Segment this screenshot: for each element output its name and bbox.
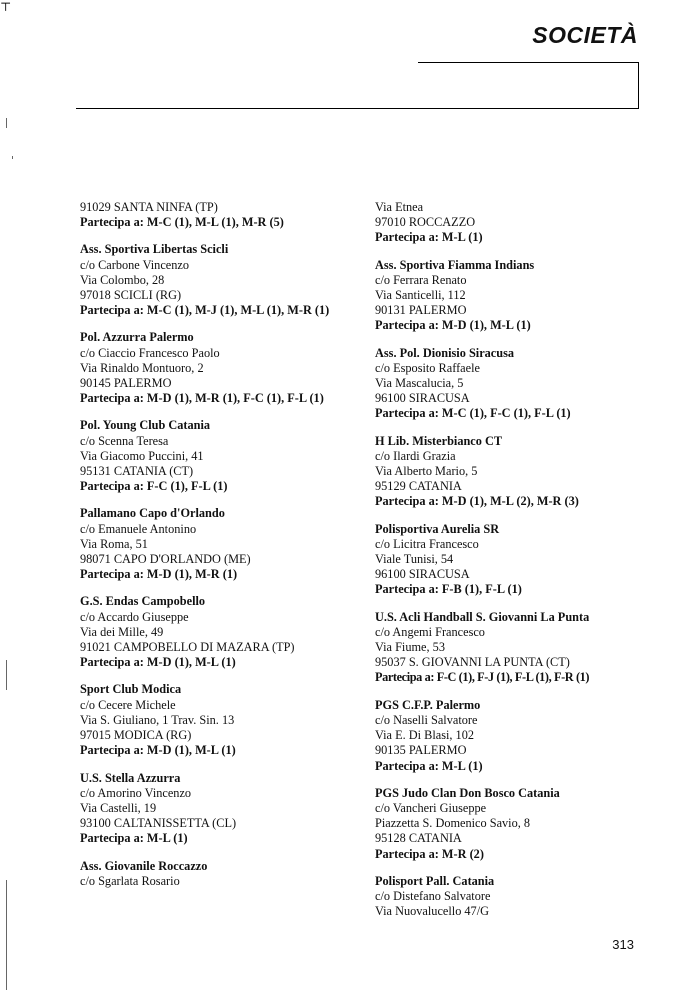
contact-line: c/o Amorino Vincenzo bbox=[80, 785, 192, 800]
entry-sport-club-modica bbox=[80, 682, 370, 758]
header-rule-short bbox=[418, 62, 639, 63]
city-line: 97015 MODICA (RG) bbox=[80, 728, 192, 743]
entry-misterbianco bbox=[375, 434, 665, 510]
address-line: 91029 SANTA NINFA (TP) bbox=[80, 200, 218, 214]
contact-line: c/o Carbone Vincenzo bbox=[80, 257, 189, 272]
participation-line: Partecipa a: M-L (1) bbox=[375, 230, 483, 245]
street-line: Via dei Mille, 49 bbox=[80, 624, 164, 639]
contact-line: c/o Sgarlata Rosario bbox=[80, 873, 180, 888]
club-name: U.S. Stella Azzurra bbox=[80, 770, 181, 785]
street-line: Via S. Giuliano, 1 Trav. Sin. 13 bbox=[80, 712, 235, 727]
city-line: 97018 SCICLI (RG) bbox=[80, 288, 182, 303]
city-line: 90145 PALERMO bbox=[80, 376, 172, 391]
city-line: 91021 CAMPOBELLO DI MAZARA (TP) bbox=[80, 640, 295, 655]
club-name: Polisportiva Aurelia SR bbox=[375, 521, 500, 536]
entry-acli-handball bbox=[375, 610, 665, 686]
participation-line: Partecipa a: M-C (1), M-J (1), M-L (1), M-R (1) bbox=[80, 303, 330, 318]
entry-fiamma-indians bbox=[375, 258, 665, 334]
city-line: 95129 CATANIA bbox=[375, 479, 462, 494]
street-line: Via Nuovalucello 47/G bbox=[375, 904, 490, 919]
participation-line: Partecipa a: F-C (1), F-J (1), F-L (1), F-R (1) bbox=[375, 670, 590, 685]
contact-line: c/o Accardo Giuseppe bbox=[80, 609, 189, 624]
street-line: Via Roma, 51 bbox=[80, 536, 148, 551]
contact-line: c/o Licitra Francesco bbox=[375, 536, 479, 551]
contact-line: c/o Ciaccio Francesco Paolo bbox=[80, 345, 220, 360]
club-name: Pol. Azzurra Palermo bbox=[80, 330, 194, 345]
participation-line: Partecipa a: M-R (2) bbox=[375, 846, 484, 861]
contact-line: c/o Vancheri Giuseppe bbox=[375, 800, 487, 815]
city-line: 90131 PALERMO bbox=[375, 303, 467, 318]
city-line: 93100 CALTANISSETTA (CL) bbox=[80, 816, 237, 831]
contact-line: c/o Naselli Salvatore bbox=[375, 712, 478, 727]
club-name: Ass. Sportiva Fiamma Indians bbox=[375, 257, 535, 272]
right-column bbox=[375, 200, 665, 931]
street-line: Via Colombo, 28 bbox=[80, 272, 165, 287]
city-line: 98071 CAPO D'ORLANDO (ME) bbox=[80, 552, 251, 567]
contact-line: c/o Esposito Raffaele bbox=[375, 360, 480, 375]
contact-line: c/o Cecere Michele bbox=[80, 697, 176, 712]
club-name: Sport Club Modica bbox=[80, 682, 182, 697]
margin-tick-left-2 bbox=[12, 156, 13, 159]
street-line: Via Etnea bbox=[375, 200, 424, 214]
contact-line: c/o Ilardi Grazia bbox=[375, 448, 456, 463]
left-column bbox=[80, 200, 370, 901]
street-line: Via Santicelli, 112 bbox=[375, 288, 466, 303]
city-line: 95128 CATANIA bbox=[375, 831, 462, 846]
margin-tick-left-1 bbox=[6, 118, 7, 128]
club-name: H Lib. Misterbianco CT bbox=[375, 433, 503, 448]
participation-line: Partecipa a: M-C (1), M-L (1), M-R (5) bbox=[80, 215, 284, 230]
club-name: Pallamano Capo d'Orlando bbox=[80, 506, 225, 521]
club-name: PGS C.F.P. Palermo bbox=[375, 697, 481, 712]
margin-tick-left-3 bbox=[6, 660, 7, 690]
club-name: Ass. Sportiva Libertas Scicli bbox=[80, 242, 229, 257]
city-line: 95131 CATANIA (CT) bbox=[80, 464, 194, 479]
header-rule-vertical bbox=[638, 62, 639, 109]
contact-line: c/o Scenna Teresa bbox=[80, 433, 169, 448]
header-rule-long bbox=[76, 108, 639, 109]
city-line: 96100 SIRACUSA bbox=[375, 391, 470, 406]
entry-dionisio-siracusa bbox=[375, 346, 665, 422]
participation-line: Partecipa a: M-D (1), M-L (1) bbox=[80, 655, 236, 670]
participation-line: Partecipa a: M-D (1), M-L (1) bbox=[375, 318, 531, 333]
entry-pgs-cfp-palermo bbox=[375, 698, 665, 774]
page-number: 313 bbox=[612, 937, 634, 952]
participation-line: Partecipa a: F-C (1), F-L (1) bbox=[80, 479, 228, 494]
section-title: SOCIETÀ bbox=[532, 22, 638, 48]
corner-tick-mark-icon: ⊤ bbox=[0, 0, 12, 14]
margin-tick-left-4 bbox=[6, 880, 7, 990]
participation-line: Partecipa a: M-D (1), M-L (2), M-R (3) bbox=[375, 494, 579, 509]
entry-capo-dorlando bbox=[80, 506, 370, 582]
club-name: Polisport Pall. Catania bbox=[375, 873, 495, 888]
participation-line: Partecipa a: M-L (1) bbox=[375, 758, 483, 773]
club-name: G.S. Endas Campobello bbox=[80, 594, 206, 609]
club-name: Pol. Young Club Catania bbox=[80, 418, 211, 433]
entry-endas-campobello bbox=[80, 594, 370, 670]
entry-aurelia-sr bbox=[375, 522, 665, 598]
city-line: 90135 PALERMO bbox=[375, 743, 467, 758]
participation-line: Partecipa a: M-C (1), F-C (1), F-L (1) bbox=[375, 406, 571, 421]
club-name: U.S. Acli Handball S. Giovanni La Punta bbox=[375, 609, 590, 624]
street-line: Via E. Di Blasi, 102 bbox=[375, 728, 474, 743]
entry-giovanile-roccazzo bbox=[80, 859, 370, 889]
entry-judo-clan-don-bosco bbox=[375, 786, 665, 862]
entry-libertas-scicli bbox=[80, 242, 370, 318]
street-line: Via Mascalucia, 5 bbox=[375, 376, 464, 391]
street-line: Piazzetta S. Domenico Savio, 8 bbox=[375, 816, 531, 831]
street-line: Via Giacomo Puccini, 41 bbox=[80, 448, 204, 463]
entry-santa-ninfa-continued bbox=[80, 200, 370, 230]
contact-line: c/o Emanuele Antonino bbox=[80, 521, 197, 536]
participation-line: Partecipa a: M-D (1), M-L (1) bbox=[80, 743, 236, 758]
participation-line: Partecipa a: F-B (1), F-L (1) bbox=[375, 582, 522, 597]
participation-line: Partecipa a: M-L (1) bbox=[80, 831, 188, 846]
street-line: Via Alberto Mario, 5 bbox=[375, 464, 478, 479]
street-line: Via Castelli, 19 bbox=[80, 800, 157, 815]
contact-line: c/o Angemi Francesco bbox=[375, 624, 485, 639]
entry-polisport-pall-catania bbox=[375, 874, 665, 920]
participation-line: Partecipa a: M-D (1), M-R (1) bbox=[80, 567, 238, 582]
participation-line: Partecipa a: M-D (1), M-R (1), F-C (1), F-L (1) bbox=[80, 391, 324, 406]
entry-stella-azzurra bbox=[80, 771, 370, 847]
street-line: Via Rinaldo Montuoro, 2 bbox=[80, 360, 204, 375]
street-line: Viale Tunisi, 54 bbox=[375, 552, 454, 567]
entry-azzurra-palermo bbox=[80, 330, 370, 406]
street-line: Via Fiume, 53 bbox=[375, 640, 445, 655]
city-line: 97010 ROCCAZZO bbox=[375, 215, 476, 230]
contact-line: c/o Distefano Salvatore bbox=[375, 888, 491, 903]
contact-line: c/o Ferrara Renato bbox=[375, 272, 467, 287]
club-name: Ass. Pol. Dionisio Siracusa bbox=[375, 345, 515, 360]
entry-young-club-catania bbox=[80, 418, 370, 494]
entry-roccazzo-continued bbox=[375, 200, 665, 246]
city-line: 95037 S. GIOVANNI LA PUNTA (CT) bbox=[375, 655, 570, 670]
club-name: PGS Judo Clan Don Bosco Catania bbox=[375, 785, 560, 800]
city-line: 96100 SIRACUSA bbox=[375, 567, 470, 582]
club-name: Ass. Giovanile Roccazzo bbox=[80, 858, 208, 873]
